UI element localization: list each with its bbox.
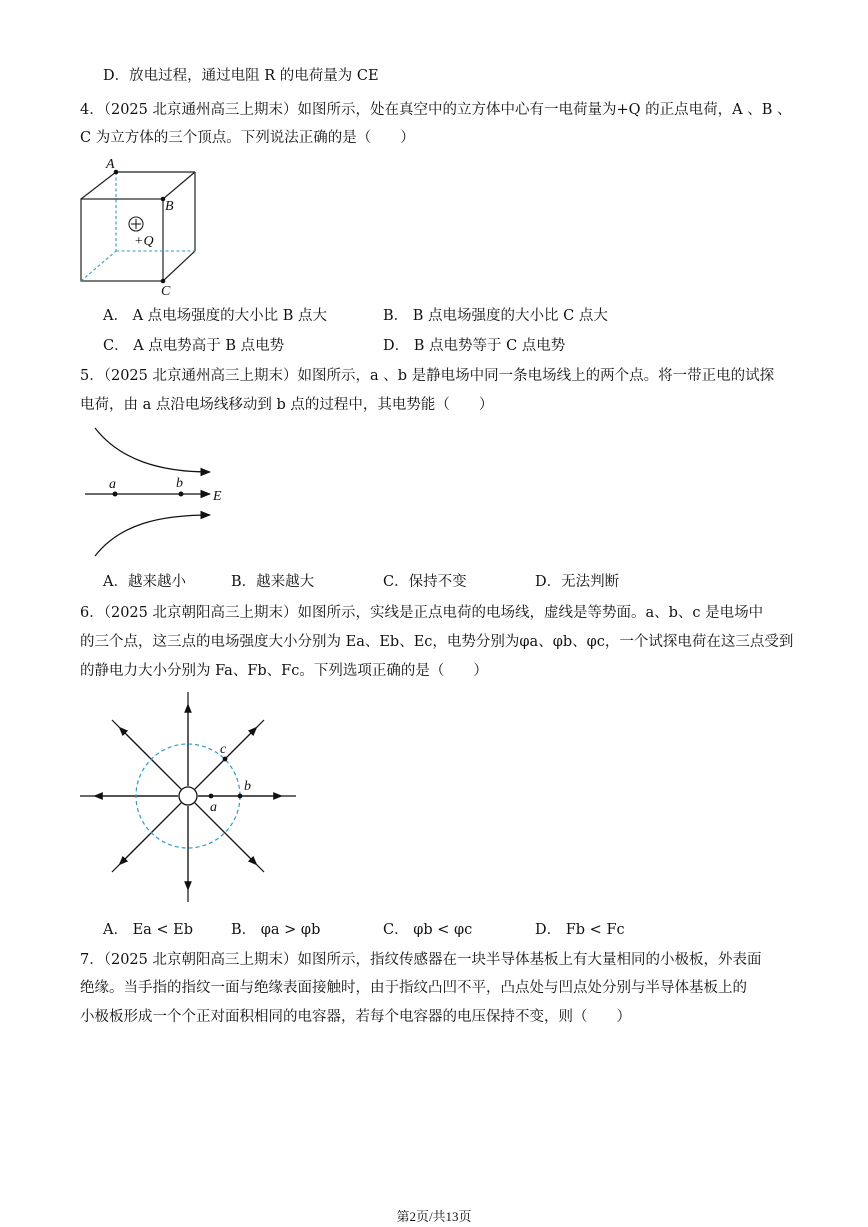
point-c	[161, 279, 166, 284]
q4-cube-figure	[78, 155, 208, 299]
q6-option-d: D． Fb < Fc	[535, 922, 625, 938]
q6-stem-line3: 的静电力大小分别为 Fa、Fb、Fc。下列选项正确的是（ ）	[80, 663, 488, 679]
q4-option-c: C． A 点电势高于 B 点电势	[103, 338, 285, 354]
q6-option-c: C． φb < φc	[383, 922, 473, 938]
point-b	[238, 794, 243, 799]
point-b	[179, 492, 184, 497]
q5-field-lines-figure	[80, 420, 240, 560]
point-c	[223, 757, 228, 762]
label-b: b	[176, 476, 183, 491]
q4-option-a: A． A 点电场强度的大小比 B 点大	[103, 308, 328, 324]
label-c: C	[161, 284, 171, 299]
q5-stem-line1: 5．（2025 北京通州高三上期末）如图所示，a 、b 是静电场中同一条电场线上的两个点。将一带正电的试探	[80, 368, 775, 384]
q6-option-a: A． Ea < Eb	[103, 922, 194, 938]
q6-stem-line1: 6．（2025 北京朝阳高三上期末）如图所示，实线是正点电荷的电场线，虚线是等势面。a、b、c 是电场中	[80, 605, 764, 621]
q7-stem-line2: 绝缘。当手指的指纹一面与绝缘表面接触时，由于指纹凸凹不平，凸点处与凹点处分别与半导体基板上的	[80, 980, 747, 996]
q5-option-b: B．越来越大	[231, 574, 315, 590]
q4-option-b: B． B 点电场强度的大小比 C 点大	[383, 308, 608, 324]
q7-stem-line3: 小极板形成一个个正对面积相同的电容器，若每个电容器的电压保持不变，则（ ）	[80, 1009, 631, 1025]
q4-stem-line1: 4．（2025 北京通州高三上期末）如图所示，处在真空中的立方体中心有一电荷量为+Q 的正点电荷，A 、B 、	[80, 102, 792, 118]
label-q: +Q	[134, 234, 154, 249]
q3-option-d: D．放电过程，通过电阻 R 的电荷量为 CE	[103, 68, 379, 84]
q5-option-c: C．保持不变	[383, 574, 467, 590]
q6-option-b: B． φa > φb	[231, 922, 321, 938]
label-a: A	[106, 157, 115, 172]
q4-option-d: D． B 点电势等于 C 点电势	[383, 338, 566, 354]
q6-stem-line2: 的三个点，这三点的电场强度大小分别为 Ea、Eb、Ec，电势分别为φa、φb、φc，一个试探电荷在这三点受到	[80, 634, 794, 650]
label-e: E	[213, 489, 222, 504]
q5-option-d: D．无法判断	[535, 574, 620, 590]
q4-stem-line2: C 为立方体的三个顶点。下列说法正确的是（ ）	[80, 130, 415, 146]
q6-point-charge-figure	[78, 690, 300, 906]
label-c: c	[220, 742, 227, 757]
label-b: B	[165, 199, 174, 214]
label-a: a	[109, 477, 116, 492]
q5-stem-line2: 电荷，由 a 点沿电场线移动到 b 点的过程中，其电势能（ ）	[80, 397, 494, 413]
label-b: b	[244, 779, 251, 794]
charge-icon	[179, 787, 197, 805]
q7-stem-line1: 7．（2025 北京朝阳高三上期末）如图所示，指纹传感器在一块半导体基板上有大量相同的小极板，外表面	[80, 952, 762, 968]
label-a: a	[210, 800, 217, 815]
q5-option-a: A．越来越小	[103, 574, 186, 590]
point-a	[209, 794, 214, 799]
point-a	[113, 492, 118, 497]
page-number: 第2页/共13页	[396, 1209, 472, 1224]
